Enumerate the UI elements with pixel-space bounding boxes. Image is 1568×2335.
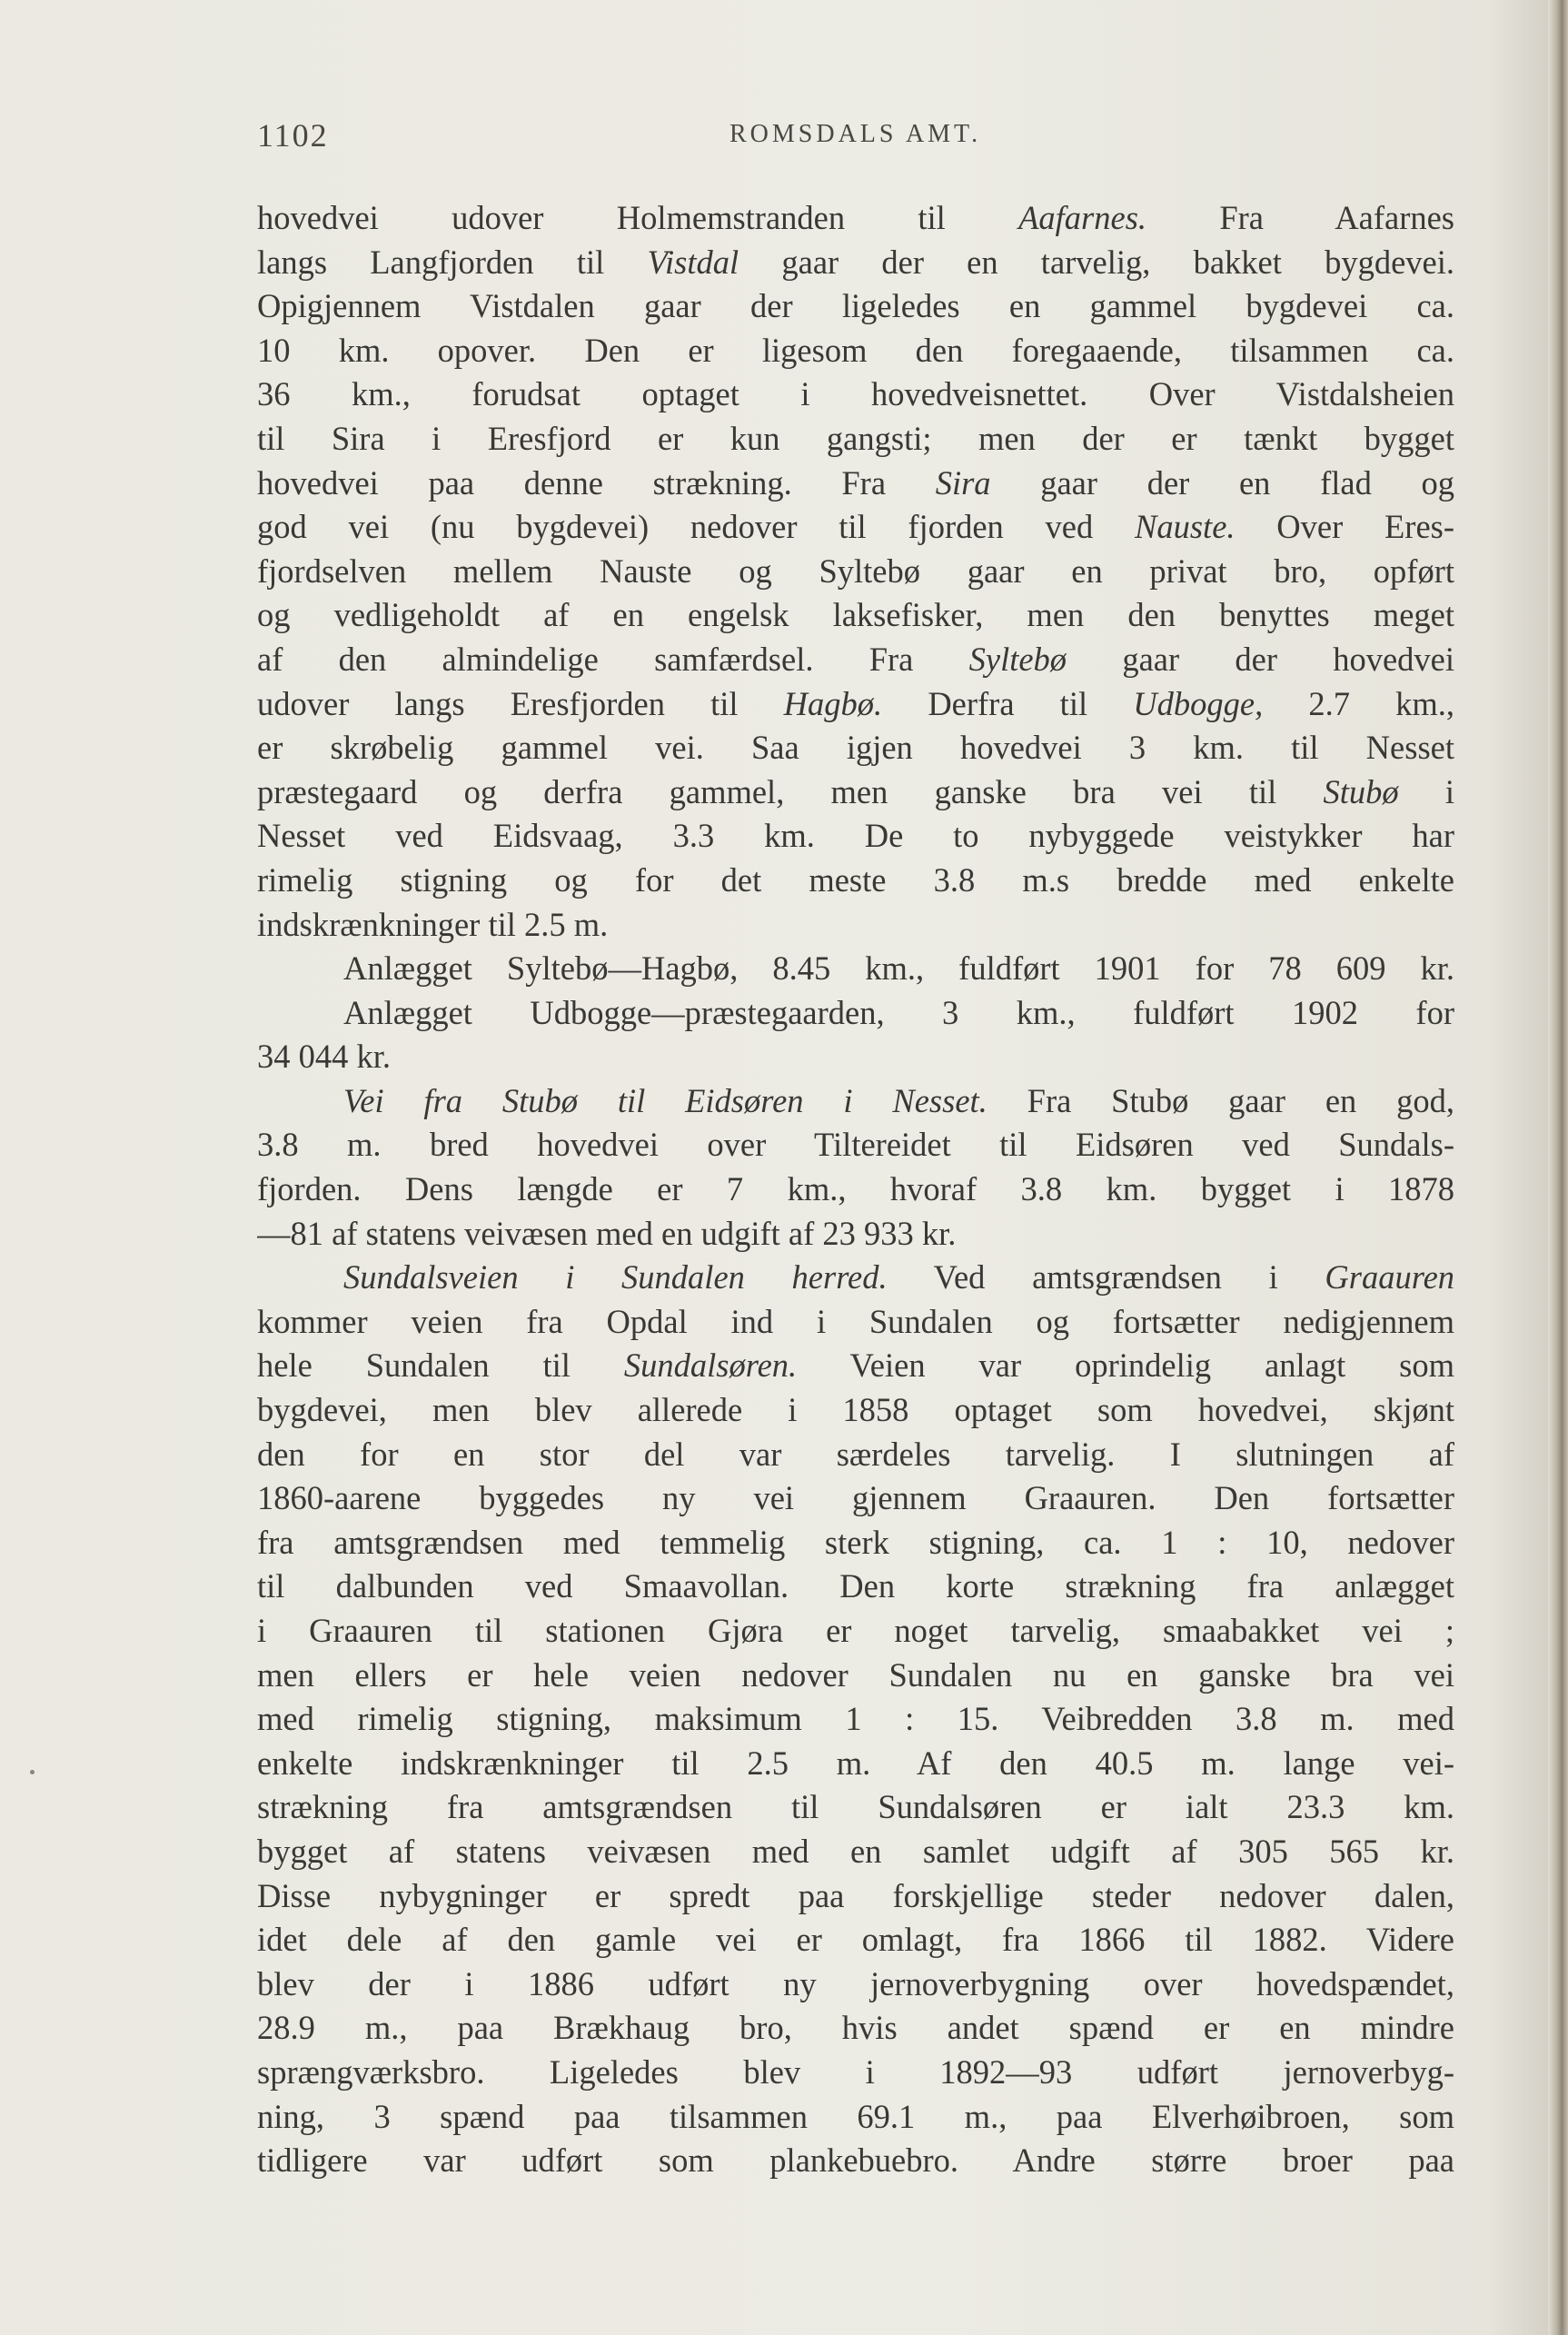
text-line: præstegaard og derfra gammel, men ganske bra vei til Stubø i: [257, 772, 1454, 810]
text-line: og vedligeholdt af en engelsk laksefisker, men den benyttes meget: [257, 596, 1454, 634]
text-line: sprængværksbro. Ligeledes blev i 1892—93 udført jernoverbyg-: [257, 2052, 1454, 2091]
text-line: kommer veien fra Opdal ind i Sundalen og fortsætter nedigjennem: [257, 1302, 1454, 1340]
text-line: hele Sundalen til Sundalsøren. Veien var oprindelig anlagt som: [257, 1346, 1454, 1385]
paper-speck: [30, 1770, 35, 1774]
text-line: 3.8 m. bred hovedvei over Tiltereidet til Eidsøren ved Sundals-: [257, 1126, 1454, 1164]
text-line: rimelig stigning og for det meste 3.8 m.s bredde med enkelte: [257, 860, 1454, 899]
text-line: bygget af statens veivæsen med en samlet udgift af 305 565 kr.: [257, 1832, 1454, 1870]
text-line: i Graauren til stationen Gjøra er noget tarvelig, smaabakket vei ;: [257, 1612, 1454, 1649]
text-line: 1860-aarene byggedes ny vei gjennem Graauren. Den fortsætter: [257, 1479, 1454, 1517]
text-line: af den almindelige samfærdsel. Fra Syltebø gaar der hovedvei: [257, 640, 1454, 678]
text-line: er skrøbelig gammel vei. Saa igjen hovedvei 3 km. til Nesset: [257, 729, 1454, 767]
text-line: Anlægget Udbogge—præstegaarden, 3 km., fuldført 1902 for: [343, 993, 1454, 1031]
text-line: hovedvei paa denne strækning. Fra Sira gaar der en flad og: [257, 463, 1454, 502]
text-line: til Sira i Eresfjord er kun gangsti; men der er tænkt bygget: [257, 419, 1454, 457]
text-line: fjordselven mellem Nauste og Syltebø gaar en privat bro, opført: [257, 551, 1454, 590]
text-line: ning, 3 spænd paa tilsammen 69.1 m., paa Elverhøibroen, som: [257, 2097, 1454, 2135]
text-line: hovedvei udover Holmemstranden til Aafarnes. Fra Aafarnes: [257, 199, 1454, 236]
text-line: strækning fra amtsgrændsen til Sundalsøren er ialt 23.3 km.: [257, 1788, 1454, 1826]
text-line: Sundalsveien i Sundalen herred. Ved amtsgrændsen i Graauren: [343, 1258, 1454, 1297]
text-line: Disse nybygninger er spredt paa forskjellige steder nedover dalen,: [257, 1876, 1454, 1914]
body-text: [257, 196, 1454, 2183]
text-line: —81 af statens veivæsen med en udgift af 23 933 kr.: [257, 1214, 957, 1252]
text-line: 34 044 kr.: [257, 1038, 392, 1076]
text-line: Vei fra Stubø til Eidsøren i Nesset. Fra Stubø gaar en god,: [343, 1081, 1454, 1119]
text-line: tidligere var udført som plankebuebro. Andre større broer paa: [257, 2141, 1454, 2180]
running-head: ROMSDALS AMT.: [729, 120, 982, 148]
text-line: idet dele af den gamle vei er omlagt, fra 1866 til 1882. Videre: [257, 1921, 1454, 1959]
text-line: fra amtsgrændsen med temmelig sterk stigning, ca. 1 : 10, nedover: [257, 1523, 1454, 1561]
text-line: Opigjennem Vistdalen gaar der ligeledes en gammel bygdevei ca.: [257, 287, 1454, 325]
text-line: enkelte indskrænkninger til 2.5 m. Af den 40.5 m. lange vei-: [257, 1744, 1454, 1782]
text-line: indskrænkninger til 2.5 m.: [257, 905, 609, 943]
text-line: 28.9 m., paa Brækhaug bro, hvis andet spænd er en mindre: [257, 2009, 1454, 2047]
text-line: den for en stor del var særdeles tarvelig. I slutningen af: [257, 1435, 1454, 1473]
text-line: udover langs Eresfjorden til Hagbø. Derfra til Udbogge, 2.7 km.,: [257, 684, 1454, 722]
text-line: bygdevei, men blev allerede i 1858 optaget som hovedvei, skjønt: [257, 1391, 1454, 1429]
text-line: fjorden. Dens længde er 7 km., hvoraf 3.8 km. bygget i 1878: [257, 1170, 1454, 1208]
text-line: Nesset ved Eidsvaag, 3.3 km. De to nybyggede veistykker har: [257, 817, 1454, 855]
page-header: [257, 116, 1454, 162]
text-line: Anlægget Syltebø—Hagbø, 8.45 km., fuldført 1901 for 78 609 kr.: [343, 949, 1454, 988]
book-binding-edge: [1548, 0, 1568, 2335]
text-line: god vei (nu bygdevei) nedover til fjorden ved Nauste. Over Eres-: [257, 508, 1454, 546]
page-number: 1102: [257, 117, 329, 154]
text-line: 10 km. opover. Den er ligesom den foregaaende, tilsammen ca.: [257, 331, 1454, 369]
text-line: blev der i 1886 udført ny jernoverbygning over hovedspændet,: [257, 1964, 1454, 2002]
text-line: men ellers er hele veien nedover Sundalen nu en ganske bra vei: [257, 1655, 1454, 1694]
text-line: med rimelig stigning, maksimum 1 : 15. Veibredden 3.8 m. med: [257, 1700, 1454, 1738]
text-line: til dalbunden ved Smaavollan. Den korte strækning fra anlægget: [257, 1567, 1454, 1605]
text-line: 36 km., forudsat optaget i hovedveisnettet. Over Vistdalsheien: [257, 375, 1454, 413]
text-line: langs Langfjorden til Vistdal gaar der en tarvelig, bakket bygdevei.: [257, 243, 1454, 281]
